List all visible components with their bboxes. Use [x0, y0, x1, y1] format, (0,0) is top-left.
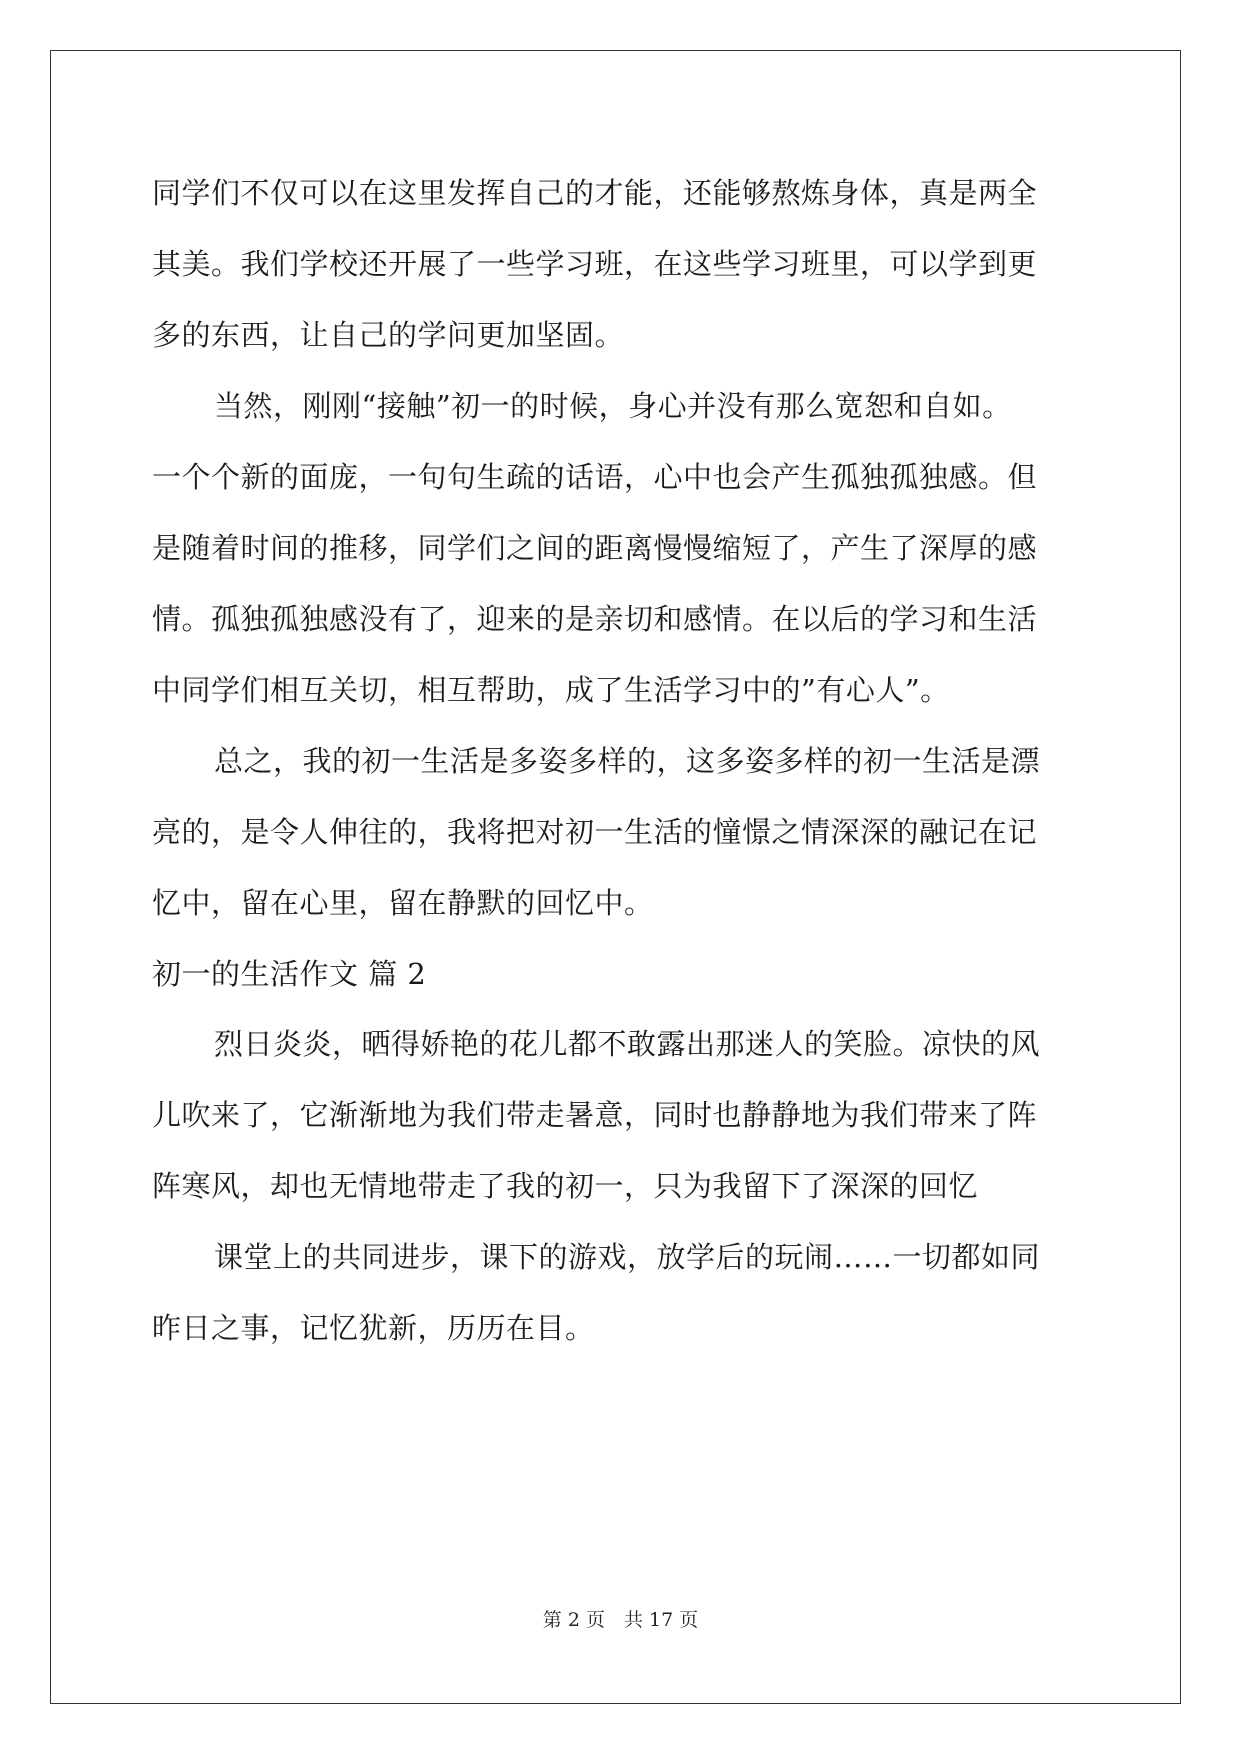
text-line: 一个个新的面庞，一句句生疏的话语，心中也会产生孤独孤独感。但 — [152, 460, 1038, 494]
text-line: 总之，我的初一生活是多姿多样的，这多姿多样的初一生活是漂 — [214, 744, 1041, 778]
text-line: 同学们不仅可以在这里发挥自己的才能，还能够熬炼身体，真是两全 — [152, 176, 1038, 210]
page-footer: 第 2 页 共 17 页 — [542, 1609, 699, 1631]
document-body — [152, 158, 1086, 1364]
text-line: 亮的，是令人伸往的，我将把对初一生活的憧憬之情深深的融记在记 — [152, 815, 1038, 849]
text-line: 课堂上的共同进步，课下的游戏，放学后的玩闹……一切都如同 — [214, 1240, 1041, 1274]
text-line: 忆中，留在心里，留在静默的回忆中。 — [152, 886, 654, 920]
text-line: 其美。我们学校还开展了一些学习班，在这些学习班里，可以学到更 — [152, 247, 1038, 281]
text-line: 阵寒风，却也无情地带走了我的初一，只为我留下了深深的回忆 — [152, 1169, 979, 1203]
text-line: 中同学们相互关切，相互帮助，成了生活学习中的”有心人”。 — [152, 673, 950, 707]
text-line: 当然，刚刚“接触”初一的时候，身心并没有那么宽恕和自如。 — [214, 389, 1012, 423]
text-line: 儿吹来了，它渐渐地为我们带走暑意，同时也静静地为我们带来了阵 — [152, 1098, 1038, 1132]
text-line: 是随着时间的推移，同学们之间的距离慢慢缩短了，产生了深厚的感 — [152, 531, 1038, 565]
section-heading: 初一的生活作文 篇 2 — [152, 957, 427, 991]
text-line: 多的东西，让自己的学问更加坚固。 — [152, 318, 625, 352]
text-line: 昨日之事，记忆犹新，历历在目。 — [152, 1311, 595, 1345]
text-line: 情。孤独孤独感没有了，迎来的是亲切和感情。在以后的学习和生活 — [152, 602, 1038, 636]
text-line: 烈日炎炎，晒得娇艳的花儿都不敢露出那迷人的笑脸。凉快的风 — [214, 1027, 1041, 1061]
